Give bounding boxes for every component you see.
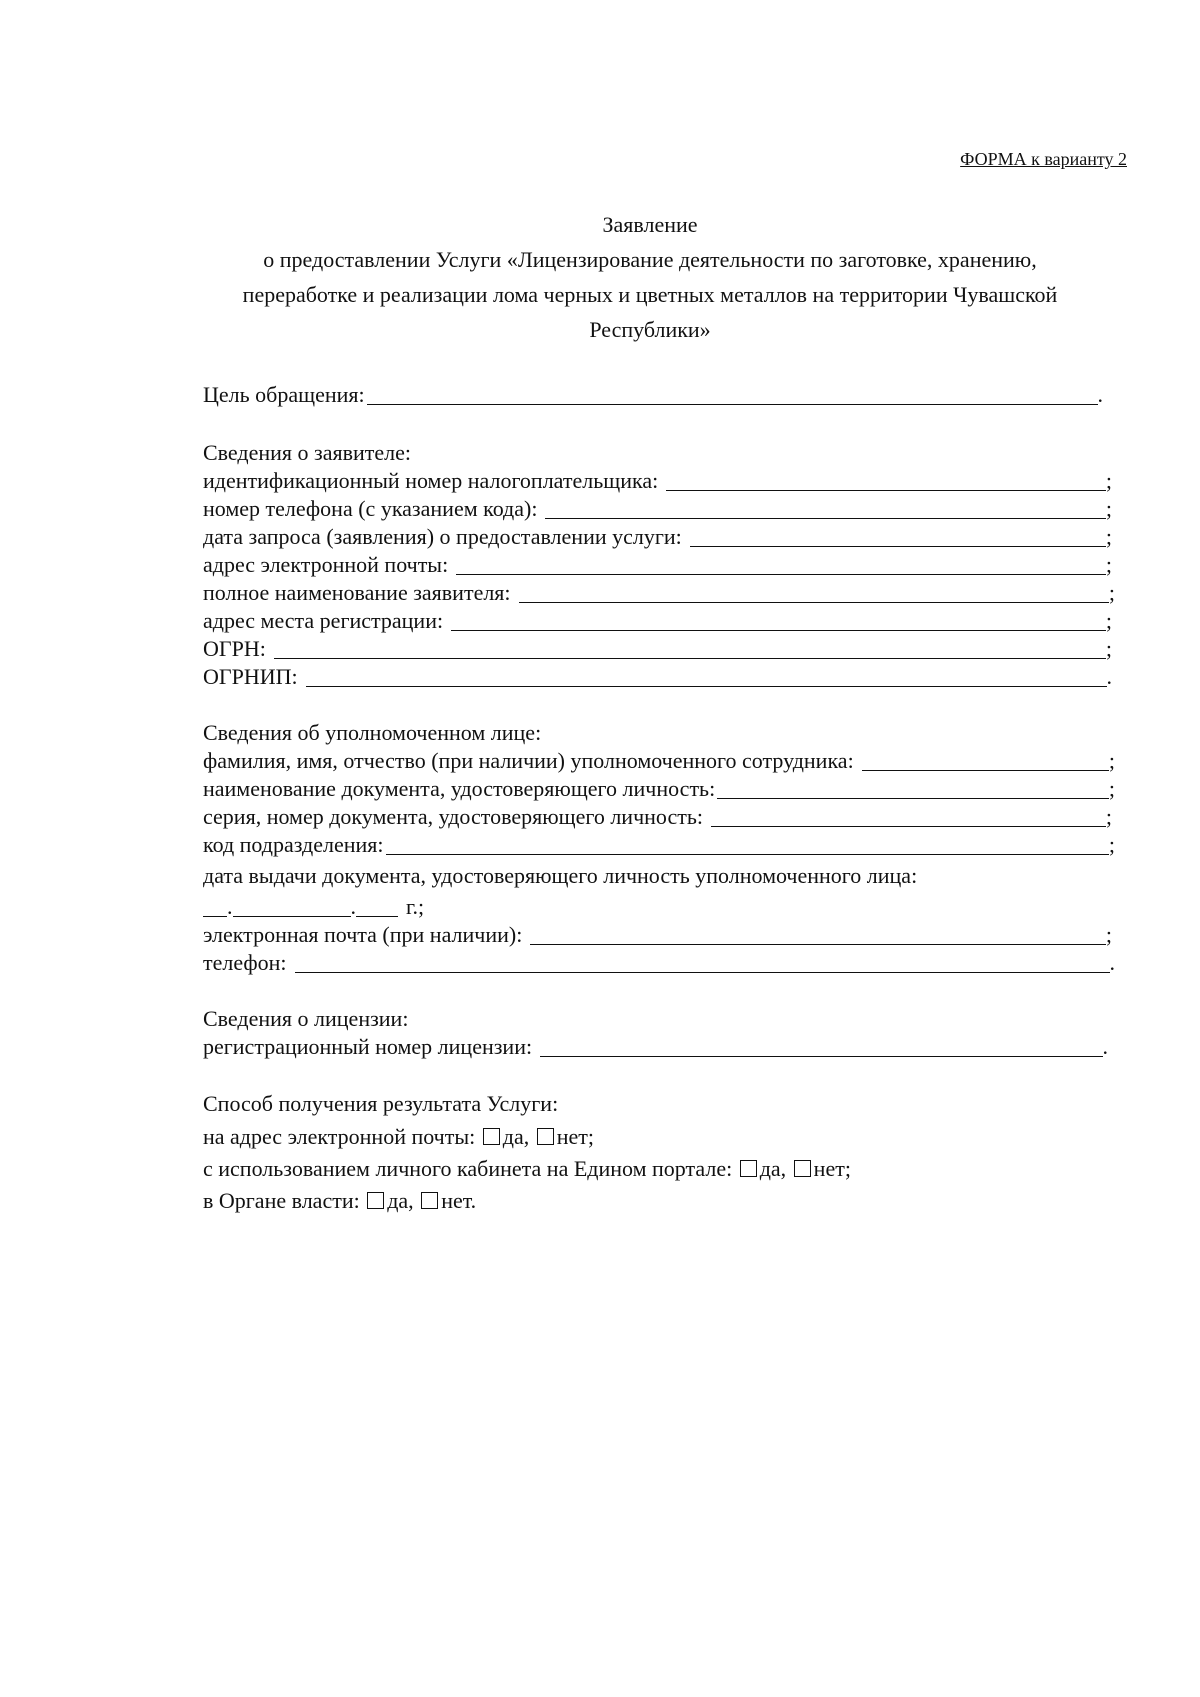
id-document-number-field[interactable]: [711, 804, 1106, 827]
option-label: на адрес электронной почты:: [203, 1124, 476, 1149]
ogrnip-field[interactable]: [306, 664, 1107, 687]
field-end-punct: ;: [1108, 748, 1115, 773]
email-field[interactable]: [456, 552, 1106, 575]
applicant-name-row: [203, 579, 1115, 607]
representative-doc-number-row: [203, 803, 1112, 831]
no-label: нет.: [441, 1188, 477, 1213]
field-label: номер телефона (с указанием кода):: [203, 496, 538, 521]
field-end-punct: ;: [1105, 524, 1112, 549]
id-document-name-field[interactable]: [717, 776, 1109, 799]
phone-field[interactable]: [545, 496, 1105, 519]
applicant-request-date-row: [203, 523, 1112, 551]
applicant-email-row: [203, 551, 1112, 579]
field-label: телефон:: [203, 950, 287, 975]
title-block: [195, 208, 1105, 347]
purpose-row: [203, 381, 1103, 409]
document-subtitle-line: о предоставлении Услуги «Лицензирование деятельности по заготовке, хранению,: [263, 247, 1037, 272]
field-end-punct: .: [1109, 950, 1115, 975]
field-label: электронная почта (при наличии):: [203, 922, 523, 947]
applicant-phone-row: [203, 495, 1112, 523]
field-end-punct: .: [1106, 664, 1112, 689]
inn-field[interactable]: [666, 468, 1106, 491]
yes-label: да,: [502, 1124, 530, 1149]
field-label: адрес электронной почты:: [203, 552, 449, 577]
field-label: серия, номер документа, удостоверяющего личность:: [203, 804, 703, 829]
field-end-punct: .: [1097, 382, 1103, 407]
representative-doc-name-row: [203, 775, 1115, 803]
field-label: адрес места регистрации:: [203, 608, 444, 633]
year-suffix: г.;: [406, 894, 425, 919]
applicant-ogrnip-row: [203, 663, 1112, 691]
option-label: с использованием личного кабинета на Едином портале:: [203, 1156, 733, 1181]
field-label: идентификационный номер налогоплательщика:: [203, 468, 659, 493]
date-separator: .: [227, 894, 233, 919]
no-label: нет;: [556, 1124, 594, 1149]
document-title: Заявление: [602, 212, 698, 237]
date-separator: .: [350, 894, 356, 919]
field-label: регистрационный номер лицензии:: [203, 1034, 533, 1059]
field-end-punct: ;: [1105, 922, 1112, 947]
representative-fio-row: [203, 747, 1115, 775]
delivery-option-portal: [203, 1155, 851, 1183]
issue-year-field[interactable]: [356, 894, 398, 917]
field-end-punct: ;: [1105, 552, 1112, 577]
applicant-inn-row: [203, 467, 1112, 495]
field-label: дата запроса (заявления) о предоставлении услуги:: [203, 524, 682, 549]
no-label: нет;: [813, 1156, 851, 1181]
yes-checkbox[interactable]: [483, 1128, 500, 1145]
issue-month-field[interactable]: [233, 894, 351, 917]
yes-checkbox[interactable]: [367, 1192, 384, 1209]
fio-field[interactable]: [862, 748, 1109, 771]
representative-phone-row: [203, 949, 1115, 977]
field-end-punct: ;: [1105, 496, 1112, 521]
no-checkbox[interactable]: [421, 1192, 438, 1209]
delivery-heading: Способ получения результата Услуги:: [203, 1091, 559, 1116]
applicant-address-row: [203, 607, 1112, 635]
representative-email-row: [203, 921, 1112, 949]
field-label: Цель обращения:: [203, 382, 365, 407]
field-end-punct: ;: [1105, 636, 1112, 661]
request-date-field[interactable]: [690, 524, 1106, 547]
license-heading: Сведения о лицензии:: [203, 1006, 409, 1031]
document-subtitle-line: переработке и реализации лома черных и цветных металлов на территории Чувашской: [242, 282, 1058, 307]
division-code-field[interactable]: [386, 832, 1109, 855]
yes-label: да,: [759, 1156, 787, 1181]
delivery-option-office: [203, 1187, 476, 1215]
field-end-punct: ;: [1105, 608, 1112, 633]
field-end-punct: ;: [1108, 776, 1115, 801]
field-label: код подразделения:: [203, 832, 384, 857]
form-reference: ФОРМА к варианту 2: [960, 149, 1127, 169]
field-end-punct: ;: [1108, 580, 1115, 605]
field-end-punct: .: [1102, 1034, 1108, 1059]
license-number-field[interactable]: [540, 1034, 1102, 1057]
issue-date-label: дата выдачи документа, удостоверяющего личность уполномоченного лица:: [203, 863, 918, 888]
field-label: фамилия, имя, отчество (при наличии) уполномоченного сотрудника:: [203, 748, 854, 773]
delivery-option-email: [203, 1123, 594, 1151]
license-number-row: [203, 1033, 1108, 1061]
field-end-punct: ;: [1105, 468, 1112, 493]
representative-heading: Сведения об уполномоченном лице:: [203, 720, 542, 745]
representative-phone-field[interactable]: [295, 950, 1110, 973]
issue-date-row: [203, 893, 424, 921]
field-end-punct: ;: [1108, 832, 1115, 857]
no-checkbox[interactable]: [537, 1128, 554, 1145]
applicant-ogrn-row: [203, 635, 1112, 663]
field-label: наименование документа, удостоверяющего личность:: [203, 776, 716, 801]
field-label: полное наименование заявителя:: [203, 580, 511, 605]
option-label: в Органе власти:: [203, 1188, 360, 1213]
document-subtitle-line: Республики»: [589, 317, 711, 342]
full-name-field[interactable]: [519, 580, 1109, 603]
representative-division-code-row: [203, 831, 1115, 859]
yes-checkbox[interactable]: [740, 1160, 757, 1177]
applicant-heading: Сведения о заявителе:: [203, 440, 412, 465]
field-end-punct: ;: [1105, 804, 1112, 829]
address-field[interactable]: [451, 608, 1106, 631]
field-label: ОГРНИП:: [203, 664, 298, 689]
field-label: ОГРН:: [203, 636, 266, 661]
yes-label: да,: [387, 1188, 414, 1213]
no-checkbox[interactable]: [794, 1160, 811, 1177]
representative-email-field[interactable]: [530, 922, 1106, 945]
ogrn-field[interactable]: [274, 636, 1106, 659]
purpose-field[interactable]: [367, 382, 1098, 405]
issue-day-field[interactable]: [203, 894, 227, 917]
